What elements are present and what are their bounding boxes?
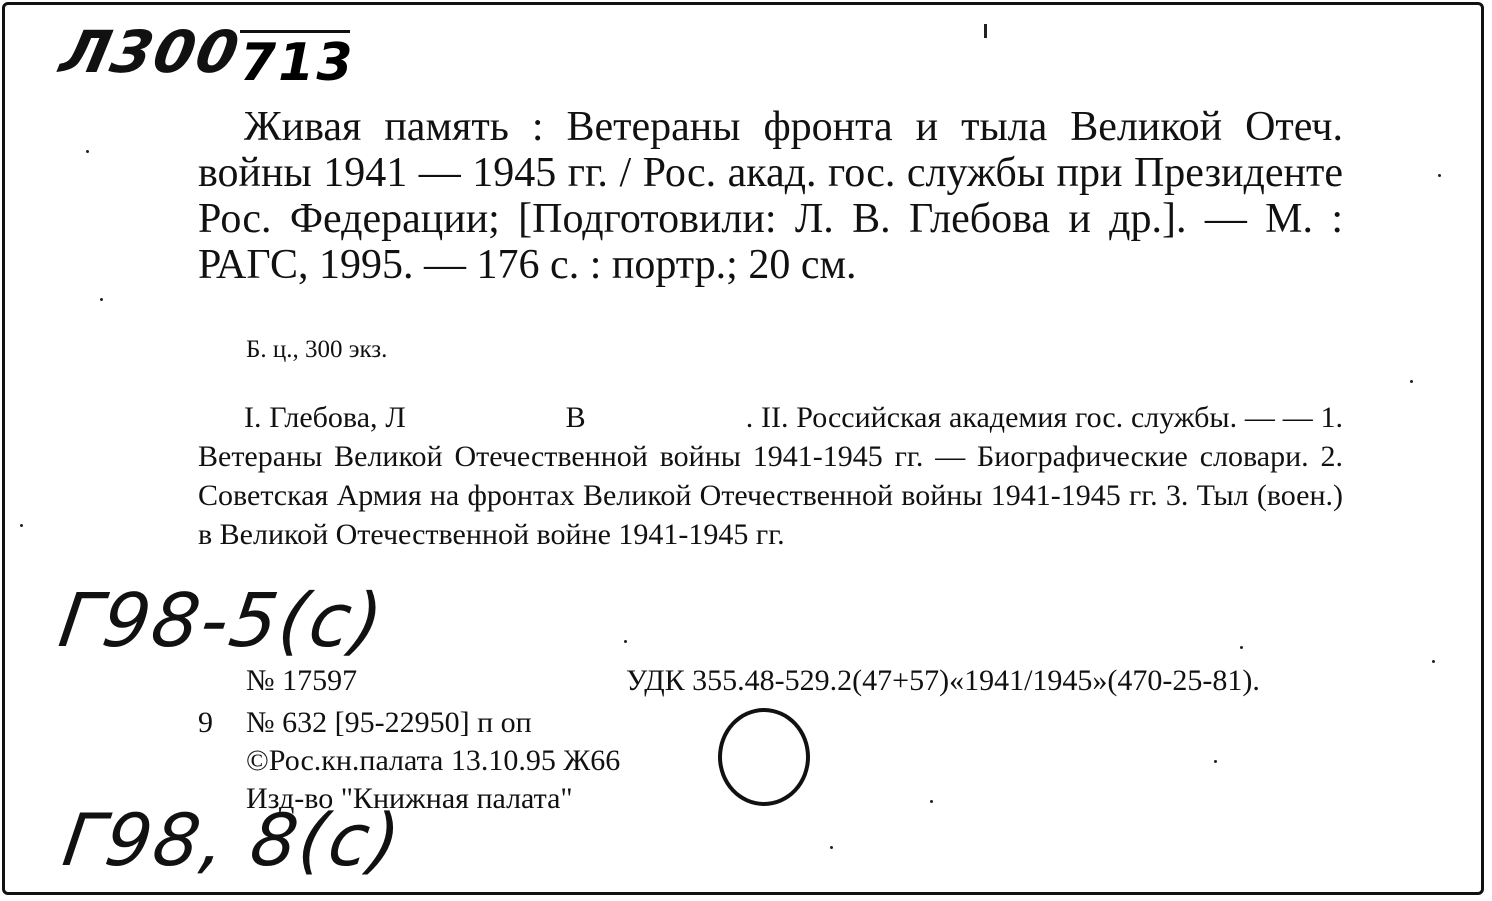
speck (20, 524, 23, 527)
order-number: № 632 [95-22950] п оп (246, 706, 532, 739)
publisher-line: Изд-во "Книжная палата" (246, 782, 573, 815)
bibliographic-description (198, 104, 1343, 288)
speck (1438, 174, 1441, 177)
tracing-initial: В (565, 401, 586, 434)
speck (86, 150, 89, 153)
mark-tick (984, 24, 987, 38)
speck (1240, 646, 1243, 649)
speck (1410, 380, 1413, 383)
handwritten-code-middle: Г98-5(с) (53, 578, 390, 664)
speck (1432, 660, 1435, 663)
speck (100, 298, 103, 301)
handwritten-code-bottom: Г98, 8(с) (58, 798, 407, 882)
tracing-author: I. Глебова, Л (244, 401, 406, 434)
handwritten-shelfmark: Л300 (54, 18, 247, 86)
copyright-line: ©Рос.кн.палата 13.10.95 Ж66 (246, 744, 621, 777)
stamp-circle (718, 708, 810, 806)
speck (1214, 760, 1217, 763)
speck (624, 640, 627, 643)
copies-digit: 9 (198, 706, 213, 739)
speck (930, 800, 933, 803)
handwritten-fraction-number: 713 (240, 33, 355, 93)
title-text: Живая память : Ветераны фронта и тыла Великой Отеч. войны 1941 — 1945 гг. / Рос. акад. гос. службы при Президенте Рос. Федерации; [Подготовили: Л. В. Глебова и др.]. — М. : РАГС, 1995. — 176 с. : портр.; 20 см. (198, 104, 1343, 288)
udk-code: УДК 355.48-529.2(47+57)«1941/1945»(470-25-81). (626, 664, 1260, 697)
price-and-print-run: Б. ц., 300 экз. (246, 336, 388, 363)
handwritten-fraction (240, 30, 355, 93)
card-number: № 17597 (246, 664, 358, 697)
tracings-block (198, 398, 1343, 554)
speck (830, 846, 833, 849)
tracing-subjects: . II. Российская академия гос. службы. — — 1. Ветераны Великой Отечественной войны 1941-1945 гг. — Биографические словари. 2. Советская Армия на фронтах Великой Отечественной войны 1941-1945 гг. 3. Тыл (воен.) в Великой Отечественной войне 1941-1945 гг. (198, 401, 1344, 551)
